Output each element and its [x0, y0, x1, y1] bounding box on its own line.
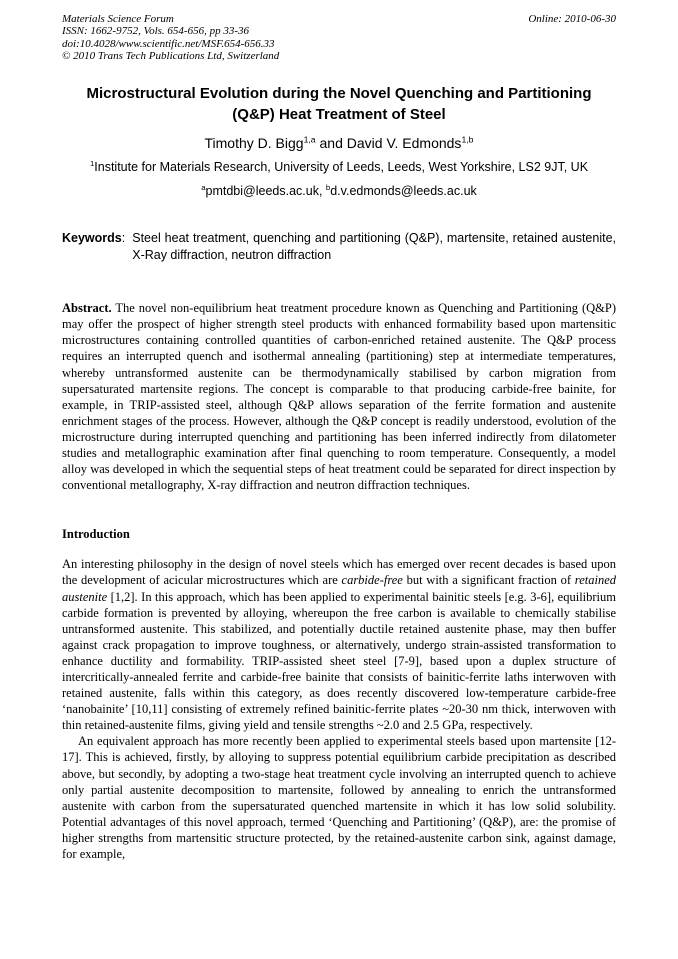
email-a: pmtdbi@leeds.ac.uk, [205, 184, 326, 199]
paper-title [62, 83, 616, 125]
abstract-text: The novel non-equilibrium heat treatment procedure known as Quenching and Partitioning (Q&P) may offer the prospect of higher strength steel products with enhanced formability based upon martensitic microstructures containing controlled quantities of carbon-enriched retained austenite. The Q&P process requires an interrupted quench and isothermal annealing (partitioning) step at intermediate temperatures, whereby untransformed austenite can be thermodynamically stabilised by carbon migration from supersaturated martensite regions. The concept is comparable to that producing carbide-free bainite, for example, in TRIP-assisted steel, although Q&P allows separation of the ferrite formation and austenite enrichment stages of the process. However, although the Q&P concept is readily understood, evolution of the microstructure during interrupted quenching and partitioning has been inferred indirectly from dilatometer studies and metallographic examination after final quenching to room temperature. Consequently, a model alloy was developed in which the sequential steps of heat treatment could be separated for direct inspection by conventional metallography, X-ray diffraction and neutron diffraction techniques. [62, 301, 616, 493]
keywords-text: Steel heat treatment, quenching and partitioning (Q&P), martensite, retained austenite, X-Ray diffraction, neutron diffraction [132, 231, 616, 263]
emails-line [62, 184, 616, 198]
keywords-label-word: Keywords [62, 231, 122, 246]
issn-line: ISSN: 1662-9752, Vols. 654-656, pp 33-36 [62, 25, 249, 38]
abstract-paragraph [62, 300, 616, 493]
introduction-heading: Introduction [62, 527, 130, 542]
intro-p1-segment-1: An interesting philosophy in the design of novel steels which has emerged over recent decades is based upon the development of acicular microstructures which are [62, 557, 616, 588]
introduction-paragraph-1 [62, 556, 616, 733]
affiliation-superscript: 1 [89, 159, 95, 169]
affiliation-line [62, 160, 616, 174]
introduction-paragraph-2: An equivalent approach has more recently been applied to experimental steels based upon martensite [12-17]. This is achieved, firstly, by alloying to suppress potential equilibrium carbide precipitation as described above, but secondly, by adopting a two-stage heat treatment cycle involving an interrupted quench to achieve only partial austenite decomposition to martensite, followed by annealing to enrich the untransformed austenite with carbon from the supersaturated quenched martensite in which it has low solid solubility. Potential advantages of this novel approach, termed ‘Quenching and Partitioning’ (Q&P), are: the promise of higher strengths from martensitic structure protected, by the retained-austenite carbon sink, against damage, for example, [62, 734, 616, 861]
copyright-line: © 2010 Trans Tech Publications Ltd, Switzerland [62, 49, 280, 62]
author-1-superscript: 1,a [303, 134, 316, 145]
paper-title-line1: Microstructural Evolution during the Novel Quenching and Partitioning [86, 85, 592, 103]
journal-info-block [62, 13, 279, 62]
email-a-superscript: a [201, 183, 206, 193]
online-date: Online: 2010-06-30 [528, 13, 616, 25]
intro-p1-segment-2: but with a significant fraction of [402, 573, 575, 588]
paper-title-line2: (Q&P) Heat Treatment of Steel [232, 106, 446, 124]
journal-name: Materials Science Forum [62, 13, 174, 25]
doi-line: doi:10.4028/www.scientific.net/MSF.654-656.33 [62, 37, 275, 50]
authors-line [62, 135, 616, 151]
intro-p1-segment-3: [1,2]. In this approach, which has been applied to experimental bainitic steels [e.g. 3-6], equilibrium carbide formation is prevented by alloying, whereupon the free carbon is available to chemically stabilise untransformed austenite. This stabilized, and potentially ductile retained austenite phase, may then buffer against crack propagation to improve toughness, or alternatively, undergo strain-assisted transformation to enhance ductility and formability. TRIP-assisted sheet steel [7-9], based upon a duplex structure of intercritically-annealed ferrite and carbide-free bainite that consists of bainitic-ferrite laths interwoven with retained austenite, falls within this category, as does recently discovered low-temperature carbide-free ‘nanobainite’ [10,11] consisting of extremely refined bainitic-ferrite plates ~20-30 nm thick, interwoven with thin retained-austenite films, giving yield and tensile strengths ~2.0 and 2.5 GPa, respectively. [62, 589, 616, 733]
email-b: d.v.edmonds@leeds.ac.uk [330, 184, 477, 199]
author-2-superscript: 1,b [461, 134, 474, 145]
author-2: David V. Edmonds [346, 135, 462, 152]
email-b-superscript: b [325, 183, 331, 193]
author-1: Timothy D. Bigg [204, 135, 304, 152]
keywords-label-colon: : [121, 231, 126, 246]
abstract-label: Abstract. [62, 301, 112, 316]
affiliation-text: Institute for Materials Research, University of Leeds, Leeds, West Yorkshire, LS2 9JT, UK [94, 160, 589, 175]
authors-connector: and [315, 135, 347, 152]
intro-p1-italic-carbide-free: carbide-free [341, 573, 403, 588]
journal-header [62, 13, 616, 62]
intro-p1-italic-retained-austenite: retained austenite [62, 573, 616, 604]
keywords-label [62, 230, 125, 247]
keywords-block [62, 230, 616, 264]
